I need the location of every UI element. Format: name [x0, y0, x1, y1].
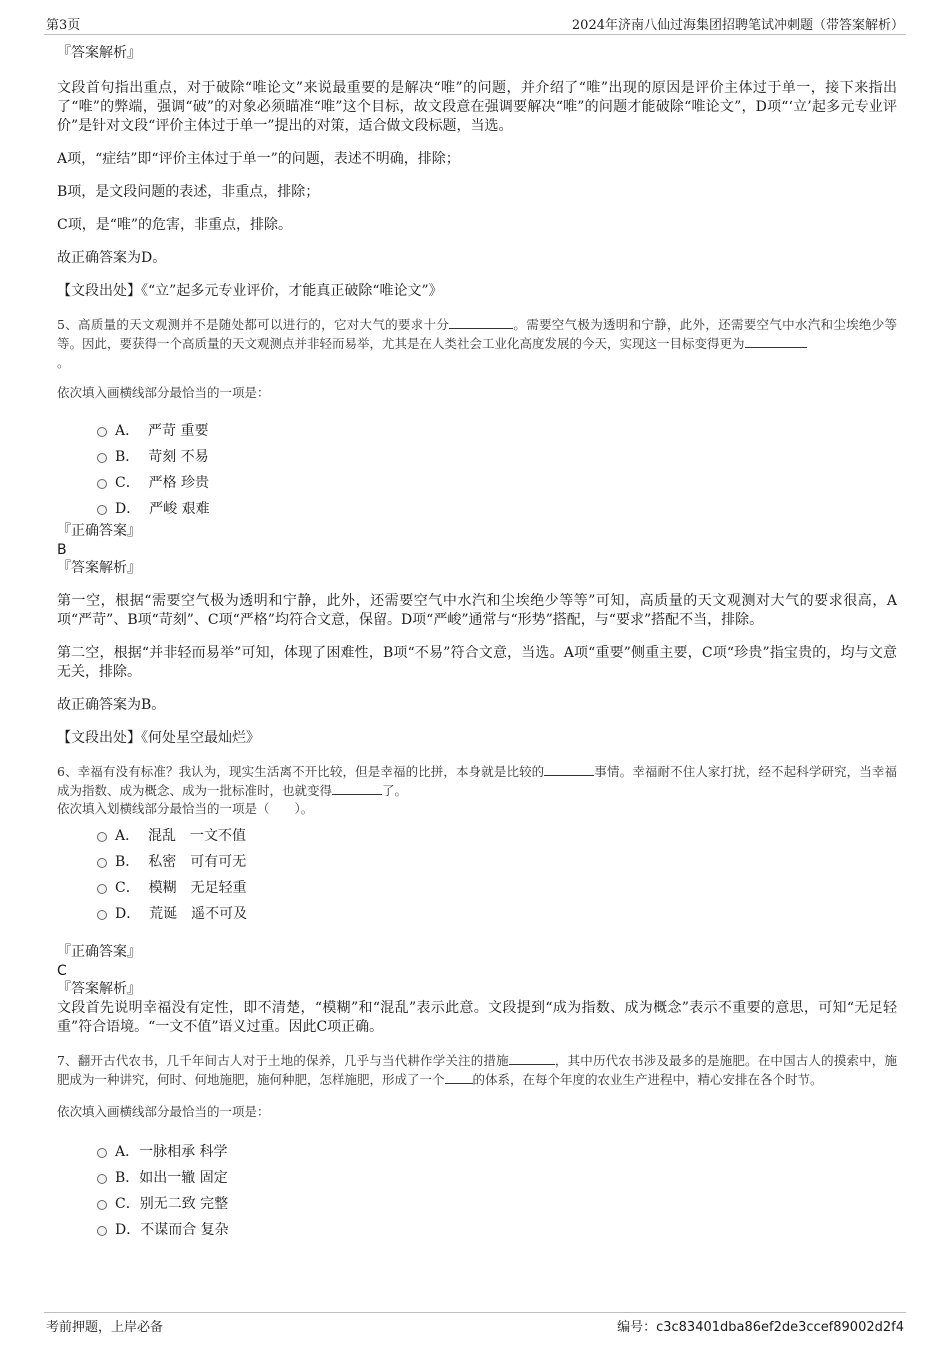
q5-analysis-para: 故正确答案为B。 — [57, 697, 166, 713]
option-b[interactable]: B． 私密 可有可无 — [57, 849, 897, 875]
q6-stem: 6、幸福有没有标准？我认为，现实生活离不开比较，但是幸福的比拼，本身就是比较的 事情。幸福耐不住人家打扰，经不起科学研究，当幸福成为指数、成为概念、成为一批标准时，也就变得 了。 — [57, 764, 897, 798]
fill-blank — [745, 335, 807, 348]
q6-analysis-para: 文段首先说明幸福没有定性，即不清楚，“模糊”和“混乱”表示此意。文段提到“成为指数、成为概念”表示不重要的意思，可知“无足轻重”符合语境。“一文不值”语义过重。因此C项正确。 — [57, 1000, 897, 1035]
radio-button[interactable] — [97, 832, 107, 842]
radio-button[interactable] — [97, 1174, 107, 1184]
page-footer — [44, 1312, 906, 1339]
option-c[interactable]: C． 严格 珍贵 — [57, 470, 897, 496]
document-body — [57, 44, 897, 1243]
q4-analysis-para: B项，是文段问题的表述，非重点，排除； — [57, 184, 320, 200]
radio-button[interactable] — [97, 1200, 107, 1210]
q5-options — [57, 418, 897, 522]
fill-blank — [544, 763, 594, 776]
radio-button[interactable] — [97, 884, 107, 894]
radio-button[interactable] — [97, 427, 107, 437]
option-a[interactable]: A． 混乱 一文不值 — [57, 823, 897, 849]
page-number: 第3页 — [46, 18, 81, 33]
q6-analysis-label: 『答案解析』 — [57, 981, 141, 997]
radio-button[interactable] — [97, 505, 107, 515]
radio-button[interactable] — [97, 453, 107, 463]
q5-correct-label: 『正确答案』 — [57, 523, 141, 539]
q7-instruction: 依次填入画横线部分最恰当的一项是： — [57, 1104, 270, 1119]
option-a[interactable]: A． 严苛 重要 — [57, 418, 897, 444]
option-c[interactable]: C．别无二致 完整 — [57, 1191, 897, 1217]
fill-blank — [509, 1052, 555, 1065]
q6-correct-label: 『正确答案』 — [57, 944, 141, 960]
q4-analysis-para: C项，是“唯”的危害，非重点，排除。 — [57, 217, 293, 233]
q5-correct-answer: B — [57, 542, 67, 558]
radio-button[interactable] — [97, 1226, 107, 1236]
option-d[interactable]: D．不谋而合 复杂 — [57, 1217, 897, 1243]
document-title: 2024年济南八仙过海集团招聘笔试冲刺题（带答案解析） — [571, 18, 904, 33]
q5-instruction: 依次填入画横线部分最恰当的一项是： — [57, 385, 270, 400]
q7-options — [57, 1139, 897, 1243]
radio-button[interactable] — [97, 910, 107, 920]
option-d[interactable]: D． 严峻 艰难 — [57, 496, 897, 522]
q4-analysis-para: A项，“症结”即“评价主体过于单一”的问题，表述不明确，排除； — [57, 151, 460, 167]
footer-slogan: 考前押题，上岸必备 — [46, 1320, 164, 1335]
option-b[interactable]: B． 苛刻 不易 — [57, 444, 897, 470]
q6-options — [57, 823, 897, 927]
fill-blank — [449, 316, 513, 329]
radio-button[interactable] — [97, 858, 107, 868]
q4-source: 【文段出处】《“立”起多元专业评价，才能真正破除“唯论文”》 — [57, 283, 443, 299]
q5-analysis-label: 『答案解析』 — [57, 560, 141, 576]
radio-button[interactable] — [97, 1148, 107, 1158]
q5-source: 【文段出处】《何处星空最灿烂》 — [57, 730, 260, 746]
radio-button[interactable] — [97, 479, 107, 489]
option-b[interactable]: B．如出一辙 固定 — [57, 1165, 897, 1191]
q6-instruction: 依次填入划横线部分最恰当的一项是（ ）。 — [57, 801, 314, 816]
q5-analysis-para: 第二空，根据“并非轻而易举”可知，体现了困难性，B项“不易”符合文意，当选。A项“重要”侧重主要，C项“珍贵”指宝贵的，均与文意无关，排除。 — [57, 645, 897, 680]
q5-stem: 5、高质量的天文观测并不是随处都可以进行的，它对大气的要求十分 。需要空气极为透明和宁静，此外，还需要空气中水汽和尘埃绝少等等。因此，要获得一个高质量的天文观测点并非轻而易举，尤其是在人类社会工业化高度发展的今天，实现这一目标变得更为 。 — [57, 317, 897, 370]
option-d[interactable]: D． 荒诞 遥不可及 — [57, 901, 897, 927]
fill-blank — [445, 1071, 473, 1084]
q7-stem: 7、翻开古代农书，几千年间古人对于土地的保养，几乎与当代耕作学关注的措施 ，其中历代农书涉及最多的是施肥。在中国古人的摸索中，施肥成为一种讲究，何时、何地施肥，施何种肥，怎样施肥，形成了一个 的体系，在每个年度的农业生产进程中，精心安排在各个时节。 — [57, 1053, 897, 1087]
q5-analysis-para: 第一空，根据“需要空气极为透明和宁静，此外，还需要空气中水汽和尘埃绝少等等”可知，高质量的天文观测对大气的要求很高，A项“严苛”、B项“苛刻”、C项“严格”均符合文意，保留。D项“严峻”通常与“形势”搭配，与“要求”搭配不当，排除。 — [57, 593, 897, 628]
page-header — [44, 12, 906, 35]
q6-correct-answer: C — [57, 963, 67, 979]
fill-blank — [332, 782, 382, 795]
q4-analysis-label: 『答案解析』 — [57, 45, 141, 61]
q4-analysis-para: 文段首句指出重点，对于破除“唯论文”来说最重要的是解决“唯”的问题，并介绍了“唯”出现的原因是评价主体过于单一，接下来指出了“唯”的弊端，强调“破”的对象必须瞄准“唯”这个目标，故文段意在强调要解决“唯”的问题才能破除“唯论文”，D项“‘立’起多元专业评价”是针对文段“评价主体过于单一”提出的对策，适合做文段标题，当选。 — [57, 80, 897, 134]
option-c[interactable]: C． 模糊 无足轻重 — [57, 875, 897, 901]
q4-analysis-para: 故正确答案为D。 — [57, 250, 167, 266]
option-a[interactable]: A．一脉相承 科学 — [57, 1139, 897, 1165]
document-id: 编号：c3c83401dba86ef2de3ccef89002d2f4 — [617, 1320, 904, 1335]
